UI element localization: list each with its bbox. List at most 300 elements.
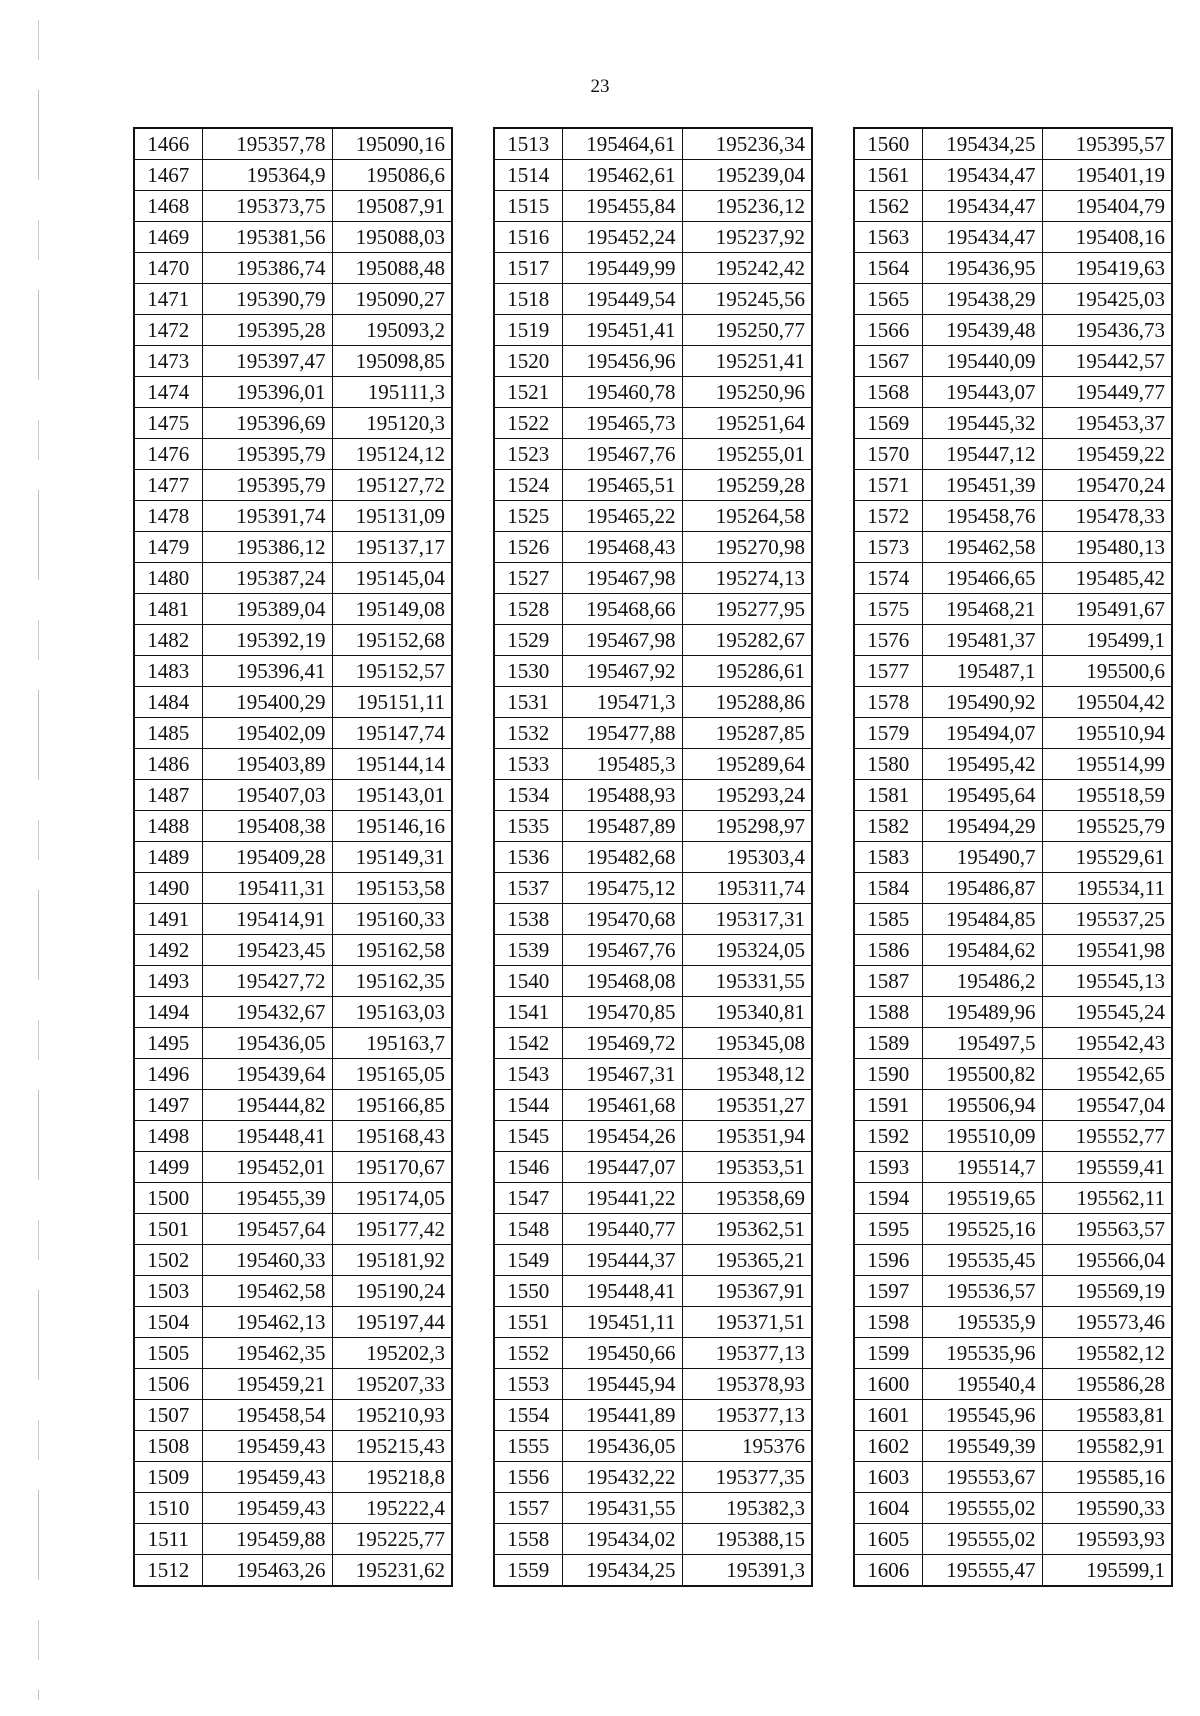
table-row — [134, 1493, 452, 1524]
table-row — [494, 749, 812, 780]
y-coordinate-cell: 195225,77 — [332, 1524, 452, 1555]
point-number-cell: 1543 — [494, 1059, 562, 1090]
table-row — [854, 780, 1172, 811]
x-coordinate-cell: 195460,33 — [202, 1245, 332, 1276]
table-row — [854, 842, 1172, 873]
table-row — [134, 1214, 452, 1245]
point-number-cell: 1562 — [854, 191, 922, 222]
y-coordinate-cell: 195197,44 — [332, 1307, 452, 1338]
table-row — [494, 160, 812, 191]
x-coordinate-cell: 195485,3 — [562, 749, 682, 780]
y-coordinate-cell: 195404,79 — [1042, 191, 1172, 222]
table-row — [134, 904, 452, 935]
y-coordinate-cell: 195090,27 — [332, 284, 452, 315]
point-number-cell: 1469 — [134, 222, 202, 253]
table-row — [854, 253, 1172, 284]
x-coordinate-cell: 195514,7 — [922, 1152, 1042, 1183]
x-coordinate-cell: 195443,07 — [922, 377, 1042, 408]
table-row — [134, 408, 452, 439]
table-row — [854, 470, 1172, 501]
table-row — [854, 315, 1172, 346]
table-row — [854, 128, 1172, 160]
x-coordinate-cell: 195535,9 — [922, 1307, 1042, 1338]
y-coordinate-cell: 195237,92 — [682, 222, 812, 253]
y-coordinate-cell: 195542,65 — [1042, 1059, 1172, 1090]
point-number-cell: 1483 — [134, 656, 202, 687]
point-number-cell: 1520 — [494, 346, 562, 377]
x-coordinate-cell: 195535,45 — [922, 1245, 1042, 1276]
y-coordinate-cell: 195277,95 — [682, 594, 812, 625]
table-row — [134, 1431, 452, 1462]
table-row — [494, 128, 812, 160]
x-coordinate-cell: 195510,09 — [922, 1121, 1042, 1152]
y-coordinate-cell: 195207,33 — [332, 1369, 452, 1400]
point-number-cell: 1564 — [854, 253, 922, 284]
x-coordinate-cell: 195431,55 — [562, 1493, 682, 1524]
y-coordinate-cell: 195202,3 — [332, 1338, 452, 1369]
y-coordinate-cell: 195210,93 — [332, 1400, 452, 1431]
y-coordinate-cell: 195582,91 — [1042, 1431, 1172, 1462]
x-coordinate-cell: 195495,42 — [922, 749, 1042, 780]
point-number-cell: 1549 — [494, 1245, 562, 1276]
point-number-cell: 1516 — [494, 222, 562, 253]
y-coordinate-cell: 195145,04 — [332, 563, 452, 594]
y-coordinate-cell: 195378,93 — [682, 1369, 812, 1400]
y-coordinate-cell: 195093,2 — [332, 315, 452, 346]
x-coordinate-cell: 195467,98 — [562, 563, 682, 594]
y-coordinate-cell: 195367,91 — [682, 1276, 812, 1307]
table-row — [854, 1400, 1172, 1431]
table-row — [494, 1400, 812, 1431]
x-coordinate-cell: 195447,12 — [922, 439, 1042, 470]
table-row — [134, 780, 452, 811]
point-number-cell: 1495 — [134, 1028, 202, 1059]
table-row — [494, 222, 812, 253]
point-number-cell: 1561 — [854, 160, 922, 191]
table-row — [494, 1369, 812, 1400]
x-coordinate-cell: 195525,16 — [922, 1214, 1042, 1245]
point-number-cell: 1574 — [854, 563, 922, 594]
y-coordinate-cell: 195331,55 — [682, 966, 812, 997]
x-coordinate-cell: 195390,79 — [202, 284, 332, 315]
x-coordinate-cell: 195395,79 — [202, 470, 332, 501]
table-row — [494, 1276, 812, 1307]
point-number-cell: 1605 — [854, 1524, 922, 1555]
point-number-cell: 1485 — [134, 718, 202, 749]
point-number-cell: 1544 — [494, 1090, 562, 1121]
y-coordinate-cell: 195478,33 — [1042, 501, 1172, 532]
y-coordinate-cell: 195504,42 — [1042, 687, 1172, 718]
point-number-cell: 1553 — [494, 1369, 562, 1400]
y-coordinate-cell: 195510,94 — [1042, 718, 1172, 749]
x-coordinate-cell: 195468,21 — [922, 594, 1042, 625]
y-coordinate-cell: 195170,67 — [332, 1152, 452, 1183]
table-row — [134, 346, 452, 377]
point-number-cell: 1482 — [134, 625, 202, 656]
point-number-cell: 1592 — [854, 1121, 922, 1152]
x-coordinate-cell: 195395,79 — [202, 439, 332, 470]
point-number-cell: 1542 — [494, 1028, 562, 1059]
point-number-cell: 1524 — [494, 470, 562, 501]
y-coordinate-cell: 195287,85 — [682, 718, 812, 749]
x-coordinate-cell: 195449,54 — [562, 284, 682, 315]
x-coordinate-cell: 195468,43 — [562, 532, 682, 563]
table-row — [494, 1214, 812, 1245]
table-row — [854, 377, 1172, 408]
x-coordinate-cell: 195386,74 — [202, 253, 332, 284]
point-number-cell: 1555 — [494, 1431, 562, 1462]
point-number-cell: 1529 — [494, 625, 562, 656]
x-coordinate-cell: 195486,2 — [922, 966, 1042, 997]
point-number-cell: 1505 — [134, 1338, 202, 1369]
x-coordinate-cell: 195477,88 — [562, 718, 682, 749]
y-coordinate-cell: 195146,16 — [332, 811, 452, 842]
x-coordinate-cell: 195495,64 — [922, 780, 1042, 811]
point-number-cell: 1515 — [494, 191, 562, 222]
table-row — [854, 1090, 1172, 1121]
x-coordinate-cell: 195456,96 — [562, 346, 682, 377]
x-coordinate-cell: 195500,82 — [922, 1059, 1042, 1090]
table-row — [134, 284, 452, 315]
table-row — [494, 408, 812, 439]
x-coordinate-cell: 195487,89 — [562, 811, 682, 842]
x-coordinate-cell: 195373,75 — [202, 191, 332, 222]
point-number-cell: 1503 — [134, 1276, 202, 1307]
x-coordinate-cell: 195448,41 — [562, 1276, 682, 1307]
point-number-cell: 1481 — [134, 594, 202, 625]
point-number-cell: 1517 — [494, 253, 562, 284]
y-coordinate-cell: 195348,12 — [682, 1059, 812, 1090]
x-coordinate-cell: 195461,68 — [562, 1090, 682, 1121]
y-coordinate-cell: 195144,14 — [332, 749, 452, 780]
page-number: 23 — [590, 76, 610, 97]
point-number-cell: 1511 — [134, 1524, 202, 1555]
y-coordinate-cell: 195470,24 — [1042, 470, 1172, 501]
x-coordinate-cell: 195436,05 — [202, 1028, 332, 1059]
x-coordinate-cell: 195540,4 — [922, 1369, 1042, 1400]
table-row — [494, 625, 812, 656]
y-coordinate-cell: 195518,59 — [1042, 780, 1172, 811]
table-row — [854, 1338, 1172, 1369]
y-coordinate-cell: 195408,16 — [1042, 222, 1172, 253]
x-coordinate-cell: 195439,48 — [922, 315, 1042, 346]
point-number-cell: 1472 — [134, 315, 202, 346]
y-coordinate-cell: 195239,04 — [682, 160, 812, 191]
y-coordinate-cell: 195499,1 — [1042, 625, 1172, 656]
table-row — [854, 1431, 1172, 1462]
table-row — [854, 563, 1172, 594]
point-number-cell: 1589 — [854, 1028, 922, 1059]
scan-margin-line — [38, 20, 39, 1700]
table-row — [494, 377, 812, 408]
table-row — [134, 315, 452, 346]
point-number-cell: 1514 — [494, 160, 562, 191]
point-number-cell: 1473 — [134, 346, 202, 377]
x-coordinate-cell: 195455,84 — [562, 191, 682, 222]
y-coordinate-cell: 195419,63 — [1042, 253, 1172, 284]
table-row — [494, 1059, 812, 1090]
point-number-cell: 1601 — [854, 1400, 922, 1431]
table-row — [854, 687, 1172, 718]
x-coordinate-cell: 195448,41 — [202, 1121, 332, 1152]
point-number-cell: 1528 — [494, 594, 562, 625]
point-number-cell: 1576 — [854, 625, 922, 656]
x-coordinate-cell: 195395,28 — [202, 315, 332, 346]
point-number-cell: 1492 — [134, 935, 202, 966]
table-row — [494, 656, 812, 687]
table-row — [134, 470, 452, 501]
table-row — [854, 439, 1172, 470]
table-row — [134, 501, 452, 532]
point-number-cell: 1547 — [494, 1183, 562, 1214]
x-coordinate-cell: 195381,56 — [202, 222, 332, 253]
y-coordinate-cell: 195088,03 — [332, 222, 452, 253]
y-coordinate-cell: 195562,11 — [1042, 1183, 1172, 1214]
y-coordinate-cell: 195090,16 — [332, 128, 452, 160]
y-coordinate-cell: 195569,19 — [1042, 1276, 1172, 1307]
x-coordinate-cell: 195364,9 — [202, 160, 332, 191]
x-coordinate-cell: 195460,78 — [562, 377, 682, 408]
x-coordinate-cell: 195470,85 — [562, 997, 682, 1028]
point-number-cell: 1466 — [134, 128, 202, 160]
y-coordinate-cell: 195377,35 — [682, 1462, 812, 1493]
y-coordinate-cell: 195282,67 — [682, 625, 812, 656]
point-number-cell: 1474 — [134, 377, 202, 408]
point-number-cell: 1541 — [494, 997, 562, 1028]
point-number-cell: 1598 — [854, 1307, 922, 1338]
y-coordinate-cell: 195362,51 — [682, 1214, 812, 1245]
y-coordinate-cell: 195087,91 — [332, 191, 452, 222]
x-coordinate-cell: 195434,47 — [922, 160, 1042, 191]
x-coordinate-cell: 195555,47 — [922, 1555, 1042, 1587]
coordinates-table-3 — [853, 127, 1173, 1587]
y-coordinate-cell: 195236,34 — [682, 128, 812, 160]
x-coordinate-cell: 195440,09 — [922, 346, 1042, 377]
x-coordinate-cell: 195440,77 — [562, 1214, 682, 1245]
point-number-cell: 1534 — [494, 780, 562, 811]
x-coordinate-cell: 195455,39 — [202, 1183, 332, 1214]
y-coordinate-cell: 195401,19 — [1042, 160, 1172, 191]
table-row — [134, 1369, 452, 1400]
x-coordinate-cell: 195464,61 — [562, 128, 682, 160]
y-coordinate-cell: 195376 — [682, 1431, 812, 1462]
point-number-cell: 1551 — [494, 1307, 562, 1338]
y-coordinate-cell: 195250,96 — [682, 377, 812, 408]
y-coordinate-cell: 195255,01 — [682, 439, 812, 470]
x-coordinate-cell: 195458,76 — [922, 501, 1042, 532]
table-row — [854, 594, 1172, 625]
y-coordinate-cell: 195181,92 — [332, 1245, 452, 1276]
x-coordinate-cell: 195475,12 — [562, 873, 682, 904]
y-coordinate-cell: 195149,31 — [332, 842, 452, 873]
table-row — [854, 966, 1172, 997]
x-coordinate-cell: 195451,11 — [562, 1307, 682, 1338]
x-coordinate-cell: 195432,22 — [562, 1462, 682, 1493]
x-coordinate-cell: 195497,5 — [922, 1028, 1042, 1059]
y-coordinate-cell: 195485,42 — [1042, 563, 1172, 594]
table-row — [494, 1462, 812, 1493]
point-number-cell: 1470 — [134, 253, 202, 284]
point-number-cell: 1567 — [854, 346, 922, 377]
x-coordinate-cell: 195438,29 — [922, 284, 1042, 315]
table-row — [494, 1183, 812, 1214]
y-coordinate-cell: 195593,93 — [1042, 1524, 1172, 1555]
y-coordinate-cell: 195365,21 — [682, 1245, 812, 1276]
x-coordinate-cell: 195459,43 — [202, 1462, 332, 1493]
y-coordinate-cell: 195215,43 — [332, 1431, 452, 1462]
y-coordinate-cell: 195120,3 — [332, 408, 452, 439]
table-row — [494, 1121, 812, 1152]
table-row — [134, 1307, 452, 1338]
y-coordinate-cell: 195303,4 — [682, 842, 812, 873]
point-number-cell: 1510 — [134, 1493, 202, 1524]
table-row — [494, 1555, 812, 1587]
point-number-cell: 1591 — [854, 1090, 922, 1121]
table-row — [854, 749, 1172, 780]
point-number-cell: 1595 — [854, 1214, 922, 1245]
point-number-cell: 1587 — [854, 966, 922, 997]
x-coordinate-cell: 195457,64 — [202, 1214, 332, 1245]
y-coordinate-cell: 195222,4 — [332, 1493, 452, 1524]
table-row — [134, 191, 452, 222]
point-number-cell: 1471 — [134, 284, 202, 315]
table-row — [134, 1245, 452, 1276]
table-row — [494, 718, 812, 749]
point-number-cell: 1590 — [854, 1059, 922, 1090]
point-number-cell: 1506 — [134, 1369, 202, 1400]
y-coordinate-cell: 195231,62 — [332, 1555, 452, 1587]
table-row — [854, 191, 1172, 222]
point-number-cell: 1602 — [854, 1431, 922, 1462]
y-coordinate-cell: 195480,13 — [1042, 532, 1172, 563]
table-row — [854, 1152, 1172, 1183]
x-coordinate-cell: 195451,41 — [562, 315, 682, 346]
x-coordinate-cell: 195462,61 — [562, 160, 682, 191]
y-coordinate-cell: 195590,33 — [1042, 1493, 1172, 1524]
point-number-cell: 1518 — [494, 284, 562, 315]
y-coordinate-cell: 195218,8 — [332, 1462, 452, 1493]
table-row — [134, 1152, 452, 1183]
x-coordinate-cell: 195462,35 — [202, 1338, 332, 1369]
x-coordinate-cell: 195434,47 — [922, 191, 1042, 222]
point-number-cell: 1476 — [134, 439, 202, 470]
point-number-cell: 1552 — [494, 1338, 562, 1369]
point-number-cell: 1568 — [854, 377, 922, 408]
table-row — [134, 935, 452, 966]
point-number-cell: 1488 — [134, 811, 202, 842]
table-row — [494, 687, 812, 718]
point-number-cell: 1577 — [854, 656, 922, 687]
x-coordinate-cell: 195494,07 — [922, 718, 1042, 749]
table-row — [854, 222, 1172, 253]
y-coordinate-cell: 195377,13 — [682, 1400, 812, 1431]
y-coordinate-cell: 195358,69 — [682, 1183, 812, 1214]
y-coordinate-cell: 195583,81 — [1042, 1400, 1172, 1431]
y-coordinate-cell: 195162,35 — [332, 966, 452, 997]
table-row — [134, 966, 452, 997]
y-coordinate-cell: 195274,13 — [682, 563, 812, 594]
table-row — [134, 253, 452, 284]
y-coordinate-cell: 195163,7 — [332, 1028, 452, 1059]
x-coordinate-cell: 195434,02 — [562, 1524, 682, 1555]
y-coordinate-cell: 195351,27 — [682, 1090, 812, 1121]
y-coordinate-cell: 195599,1 — [1042, 1555, 1172, 1587]
point-number-cell: 1585 — [854, 904, 922, 935]
x-coordinate-cell: 195396,69 — [202, 408, 332, 439]
y-coordinate-cell: 195098,85 — [332, 346, 452, 377]
y-coordinate-cell: 195566,04 — [1042, 1245, 1172, 1276]
x-coordinate-cell: 195466,65 — [922, 563, 1042, 594]
table-row — [134, 1276, 452, 1307]
x-coordinate-cell: 195427,72 — [202, 966, 332, 997]
x-coordinate-cell: 195439,64 — [202, 1059, 332, 1090]
table-row — [854, 1121, 1172, 1152]
table-row — [854, 346, 1172, 377]
point-number-cell: 1569 — [854, 408, 922, 439]
x-coordinate-cell: 195392,19 — [202, 625, 332, 656]
x-coordinate-cell: 195470,68 — [562, 904, 682, 935]
x-coordinate-cell: 195408,38 — [202, 811, 332, 842]
table-row — [854, 873, 1172, 904]
point-number-cell: 1508 — [134, 1431, 202, 1462]
y-coordinate-cell: 195165,05 — [332, 1059, 452, 1090]
table-row — [854, 1462, 1172, 1493]
x-coordinate-cell: 195459,43 — [202, 1493, 332, 1524]
table-row — [134, 563, 452, 594]
point-number-cell: 1477 — [134, 470, 202, 501]
y-coordinate-cell: 195163,03 — [332, 997, 452, 1028]
x-coordinate-cell: 195486,87 — [922, 873, 1042, 904]
y-coordinate-cell: 195111,3 — [332, 377, 452, 408]
table-row — [854, 1245, 1172, 1276]
point-number-cell: 1572 — [854, 501, 922, 532]
point-number-cell: 1599 — [854, 1338, 922, 1369]
point-number-cell: 1530 — [494, 656, 562, 687]
table-row — [134, 625, 452, 656]
point-number-cell: 1502 — [134, 1245, 202, 1276]
point-number-cell: 1558 — [494, 1524, 562, 1555]
point-number-cell: 1467 — [134, 160, 202, 191]
y-coordinate-cell: 195541,98 — [1042, 935, 1172, 966]
point-number-cell: 1491 — [134, 904, 202, 935]
x-coordinate-cell: 195407,03 — [202, 780, 332, 811]
table-row — [494, 1524, 812, 1555]
table-row — [494, 1090, 812, 1121]
y-coordinate-cell: 195529,61 — [1042, 842, 1172, 873]
x-coordinate-cell: 195444,82 — [202, 1090, 332, 1121]
x-coordinate-cell: 195447,07 — [562, 1152, 682, 1183]
point-number-cell: 1556 — [494, 1462, 562, 1493]
x-coordinate-cell: 195459,43 — [202, 1431, 332, 1462]
table-row — [854, 625, 1172, 656]
point-number-cell: 1581 — [854, 780, 922, 811]
x-coordinate-cell: 195462,58 — [922, 532, 1042, 563]
x-coordinate-cell: 195400,29 — [202, 687, 332, 718]
table-row — [494, 191, 812, 222]
y-coordinate-cell: 195351,94 — [682, 1121, 812, 1152]
y-coordinate-cell: 195324,05 — [682, 935, 812, 966]
coordinates-table-1 — [133, 127, 453, 1587]
point-number-cell: 1573 — [854, 532, 922, 563]
table-row — [494, 780, 812, 811]
table-row — [494, 253, 812, 284]
x-coordinate-cell: 195459,21 — [202, 1369, 332, 1400]
y-coordinate-cell: 195151,11 — [332, 687, 452, 718]
x-coordinate-cell: 195468,08 — [562, 966, 682, 997]
x-coordinate-cell: 195519,65 — [922, 1183, 1042, 1214]
y-coordinate-cell: 195537,25 — [1042, 904, 1172, 935]
y-coordinate-cell: 195153,58 — [332, 873, 452, 904]
